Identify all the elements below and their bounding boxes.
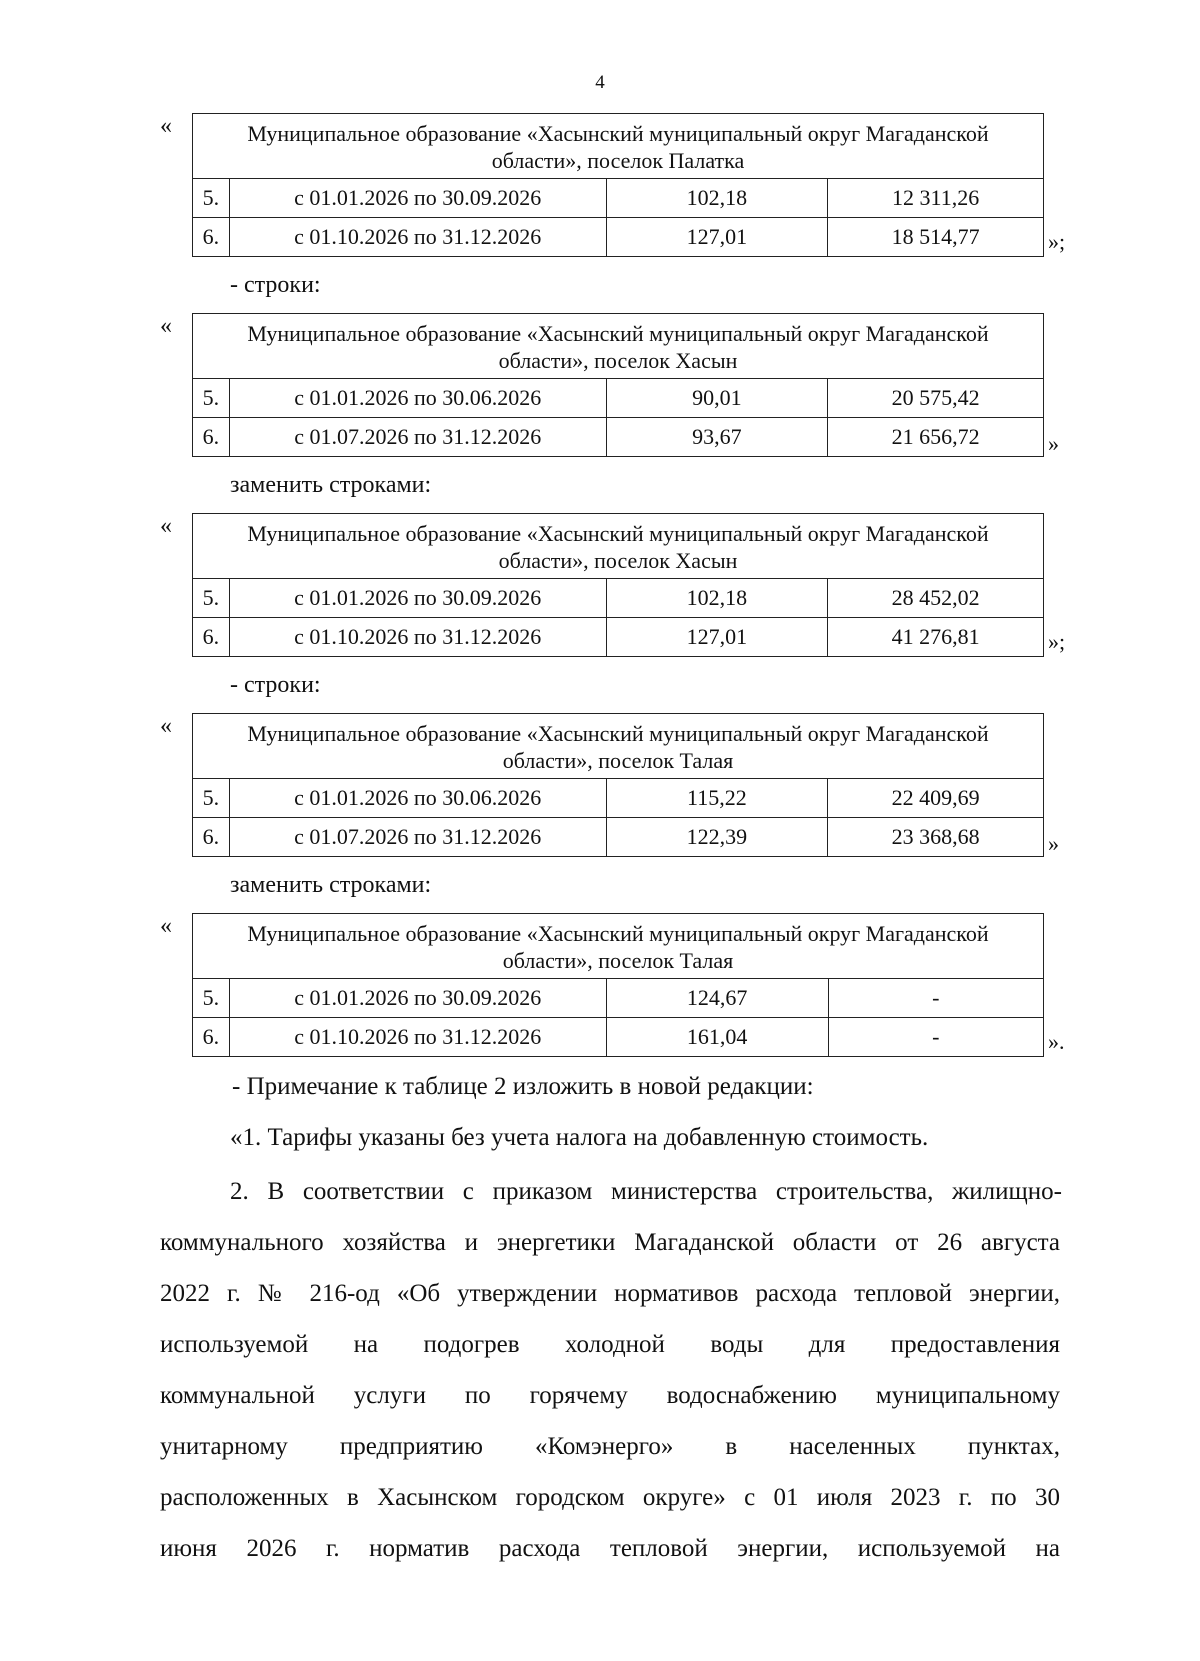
table-header: Муниципальное образование «Хасынский муниципальный округ Магаданской области», поселок Палатка [193,114,1044,179]
row-value-1: 122,39 [606,818,828,857]
row-value-2: - [828,1018,1043,1057]
table-row [193,418,1044,457]
table-block-khasyn-new [160,513,1066,665]
row-value-1: 115,22 [606,779,828,818]
table-header: Муниципальное образование «Хасынский муниципальный округ Магаданской области», поселок Хасын [193,514,1044,579]
table-row [193,618,1044,657]
row-number: 5. [193,579,230,618]
row-value-1: 124,67 [606,979,828,1018]
row-number: 5. [193,179,230,218]
instruction-replace: заменить строками: [230,472,432,498]
row-value-2: 21 656,72 [828,418,1044,457]
row-value-1: 102,18 [606,579,828,618]
tariff-table [192,313,1044,457]
table-block-talaya-new [160,913,1065,1065]
table-row [193,779,1044,818]
closing-quote: »; [1048,629,1066,654]
row-period: с 01.10.2026 по 31.12.2026 [229,218,606,257]
row-value-1: 127,01 [606,618,828,657]
paragraph-line: 2. В соответствии с приказом министерства строительства, жилищно- [230,1178,1062,1205]
row-period: с 01.01.2026 по 30.09.2026 [229,179,606,218]
tariff-table [192,913,1044,1057]
row-value-1: 161,04 [606,1018,828,1057]
paragraph-line: расположенных в Хасынском городском округе» с 01 июля 2023 г. по 30 [160,1484,1060,1511]
paragraph-line: коммунальной услуги по горячему водоснабжению муниципальному [160,1382,1060,1409]
row-value-1: 102,18 [606,179,828,218]
closing-quote: ». [1048,1029,1065,1054]
row-period: с 01.10.2026 по 31.12.2026 [229,618,606,657]
table-block-palatka [160,113,1066,265]
row-period: с 01.01.2026 по 30.06.2026 [229,379,606,418]
closing-quote: » [1048,831,1059,856]
instruction-rows: - строки: [230,672,321,698]
table-row [193,579,1044,618]
page-number: 4 [595,72,605,93]
row-value-2: 12 311,26 [828,179,1044,218]
row-period: с 01.01.2026 по 30.09.2026 [229,979,606,1018]
row-value-2: 18 514,77 [828,218,1044,257]
note-item-1: «1. Тарифы указаны без учета налога на добавленную стоимость. [230,1124,929,1151]
table-block-talaya-old [160,713,1060,865]
instruction-replace: заменить строками: [230,872,432,898]
row-value-2: - [828,979,1043,1018]
opening-quote: « [160,713,172,739]
instruction-rows: - строки: [230,272,321,298]
row-number: 6. [193,1018,230,1057]
row-value-2: 23 368,68 [828,818,1044,857]
table-header: Муниципальное образование «Хасынский муниципальный округ Магаданской области», поселок Хасын [193,314,1044,379]
row-value-1: 127,01 [606,218,828,257]
table-row [193,979,1044,1018]
opening-quote: « [160,513,172,539]
tariff-table [192,713,1044,857]
table-row [193,379,1044,418]
table-row [193,1018,1044,1057]
row-value-2: 22 409,69 [828,779,1044,818]
row-number: 6. [193,618,230,657]
row-period: с 01.07.2026 по 31.12.2026 [229,418,606,457]
paragraph-line: унитарному предприятию «Комэнерго» в населенных пунктах, [160,1433,1060,1460]
row-number: 5. [193,779,230,818]
opening-quote: « [160,113,172,139]
note-line: - Примечание к таблице 2 изложить в новой редакции: [232,1073,814,1100]
paragraph-line: 2022 г. № 216-од «Об утверждении нормативов расхода тепловой энергии, [160,1280,1060,1307]
row-value-2: 41 276,81 [828,618,1044,657]
row-period: с 01.07.2026 по 31.12.2026 [229,818,606,857]
row-number: 5. [193,379,230,418]
row-number: 6. [193,218,230,257]
table-row [193,818,1044,857]
row-value-1: 93,67 [606,418,828,457]
opening-quote: « [160,913,172,939]
row-number: 6. [193,418,230,457]
table-row [193,179,1044,218]
row-number: 6. [193,818,230,857]
paragraph-line: коммунального хозяйства и энергетики Магаданской области от 26 августа [160,1229,1060,1256]
row-value-1: 90,01 [606,379,828,418]
closing-quote: »; [1048,229,1066,254]
table-header: Муниципальное образование «Хасынский муниципальный округ Магаданской области», поселок Талая [193,714,1044,779]
row-value-2: 20 575,42 [828,379,1044,418]
paragraph-line: июня 2026 г. норматив расхода тепловой энергии, используемой на [160,1535,1060,1562]
row-value-2: 28 452,02 [828,579,1044,618]
tariff-table [192,513,1044,657]
tariff-table [192,113,1044,257]
row-number: 5. [193,979,230,1018]
opening-quote: « [160,313,172,339]
closing-quote: » [1048,431,1059,456]
table-block-khasyn-old [160,313,1060,465]
table-row [193,218,1044,257]
row-period: с 01.01.2026 по 30.09.2026 [229,579,606,618]
row-period: с 01.10.2026 по 31.12.2026 [229,1018,606,1057]
table-header: Муниципальное образование «Хасынский муниципальный округ Магаданской области», поселок Талая [193,914,1044,979]
row-period: с 01.01.2026 по 30.06.2026 [229,779,606,818]
paragraph-line: используемой на подогрев холодной воды для предоставления [160,1331,1060,1358]
